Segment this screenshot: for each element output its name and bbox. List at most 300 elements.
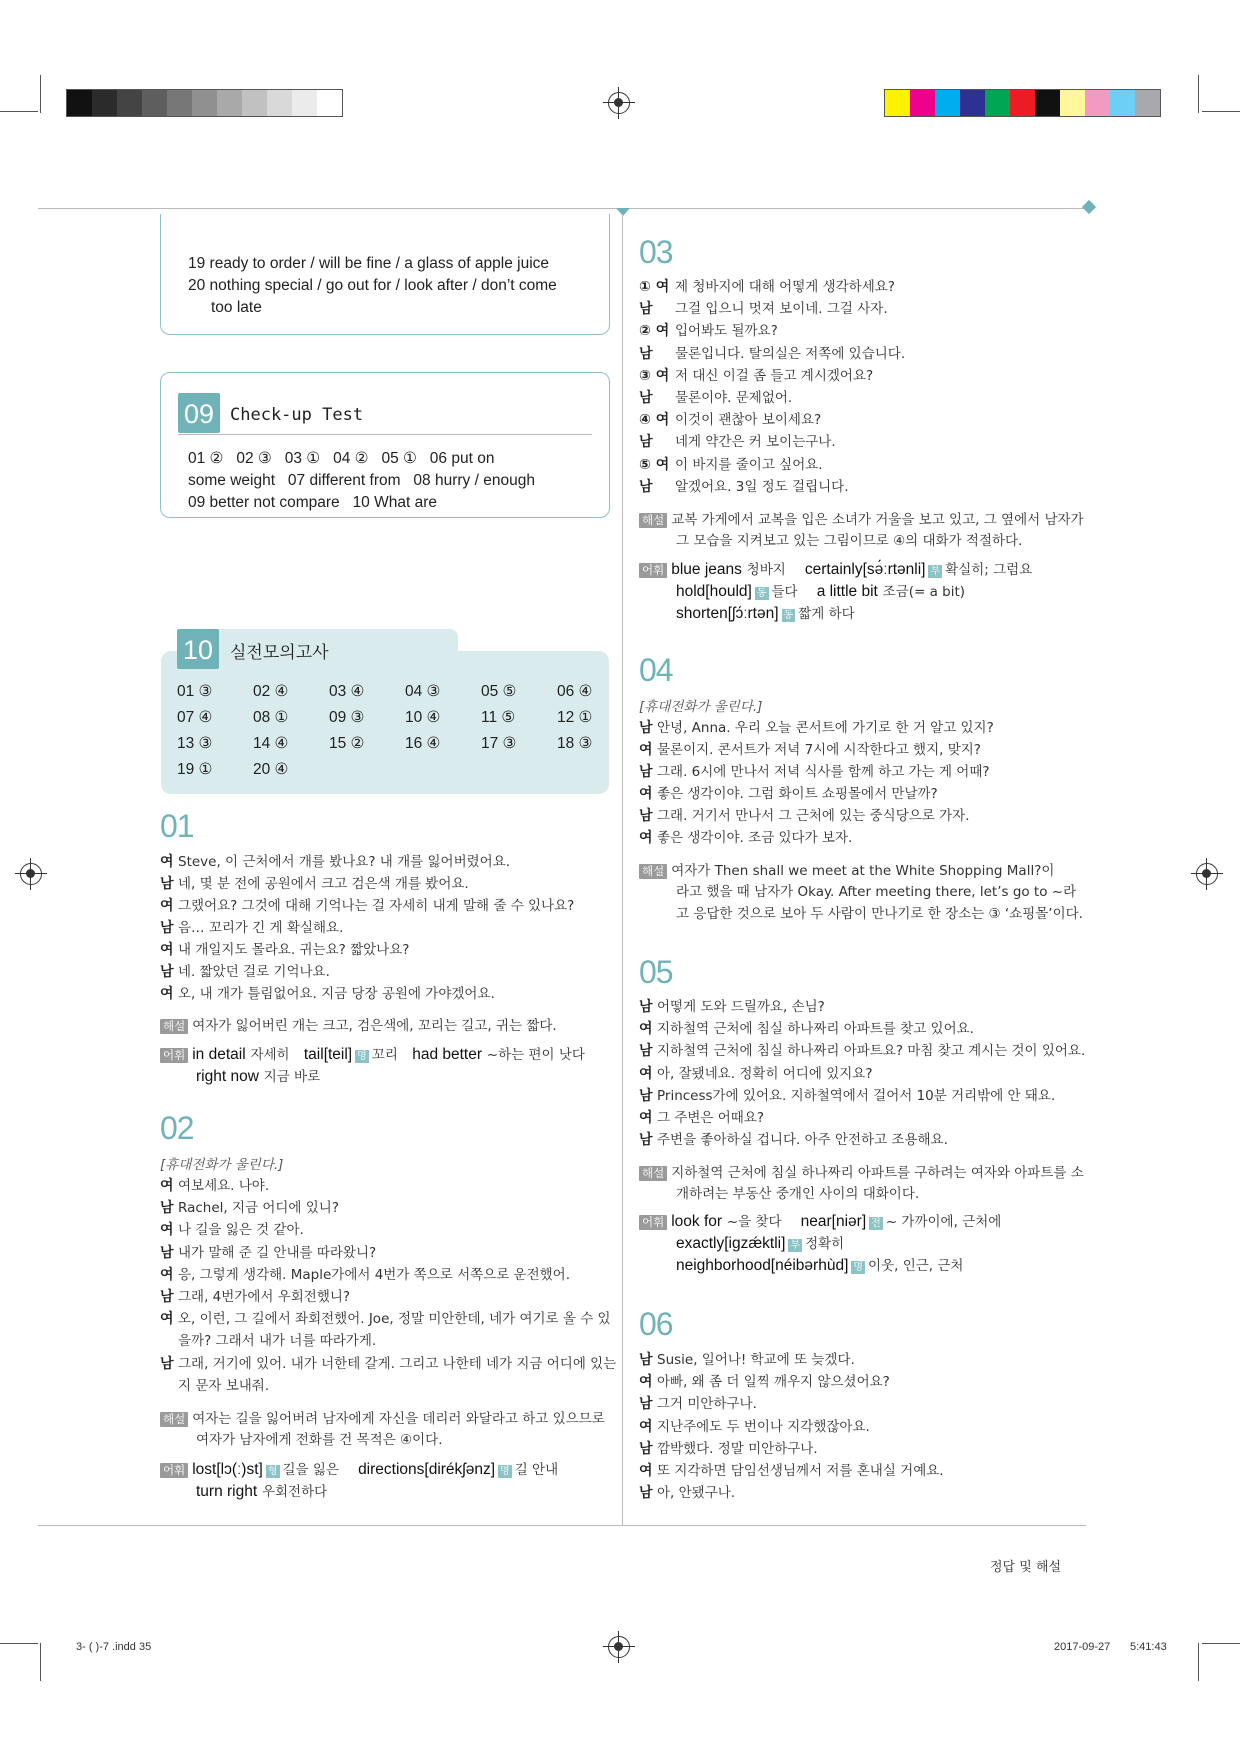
speaker-label: 여 bbox=[639, 1418, 653, 1435]
vocab-term: look for bbox=[671, 1213, 723, 1230]
speaker-label: 남 bbox=[160, 920, 174, 936]
answer-cell: 18 ③ bbox=[557, 735, 593, 752]
vocab-meaning: 청바지 bbox=[746, 562, 786, 578]
footer-rule bbox=[38, 1525, 1086, 1526]
section-02-number: 02 bbox=[160, 1110, 194, 1146]
vocab-term: blue jeans bbox=[671, 561, 742, 578]
speaker-label: 남 bbox=[639, 1352, 653, 1368]
speaker-label: 여 bbox=[639, 1374, 653, 1391]
slug-date: 2017-09-27 bbox=[1054, 1641, 1111, 1653]
vocab-term: a little bit bbox=[816, 583, 878, 600]
header-diamond bbox=[1082, 200, 1096, 214]
pos-badge: 부 bbox=[930, 566, 941, 577]
answer-cell: 16 ④ bbox=[405, 735, 441, 752]
speaker-label: 여 bbox=[160, 1266, 174, 1283]
vocab-term: right now bbox=[196, 1068, 259, 1085]
dialogue-line bbox=[639, 319, 778, 342]
answer-cell: 13 ③ bbox=[177, 735, 213, 752]
speaker-label: 여 bbox=[160, 854, 174, 870]
vocab-meaning: ~ 가까이에, 근처에 bbox=[885, 1214, 1002, 1230]
dialogue-text: 또 지각하면 담임선생님께서 저를 혼내실 거예요. bbox=[657, 1463, 944, 1479]
answer-cell: 09 ③ bbox=[329, 709, 365, 726]
speaker-label: 남 bbox=[639, 301, 653, 318]
dialogue-line bbox=[639, 716, 994, 739]
vocab-term: near[niər] bbox=[800, 1213, 867, 1230]
answer-cell: 17 ③ bbox=[481, 735, 517, 752]
grayscale-swatch-bar bbox=[66, 89, 343, 117]
dialogue-text: 주변을 좋아하실 겁니다. 아주 안전하고 조용해요. bbox=[657, 1132, 948, 1149]
color-swatch bbox=[67, 90, 92, 116]
dialogue-text: Rachel, 지금 어디에 있니? bbox=[178, 1200, 340, 1217]
dialogue-line bbox=[639, 804, 969, 827]
dialogue-text: 어떻게 도와 드릴까요, 손님? bbox=[657, 999, 825, 1015]
speaker-label: 여 bbox=[639, 1021, 653, 1038]
section-03-haeseol-2: 그 모습을 지켜보고 있는 그림이므로 ④의 대화가 적절하다. bbox=[676, 533, 1023, 549]
dialogue-line bbox=[160, 1196, 339, 1219]
checkup-test-box bbox=[160, 372, 610, 518]
vocab-term: had better bbox=[412, 1046, 483, 1063]
color-swatch bbox=[1110, 90, 1135, 116]
answer-cell: 05 ⑤ bbox=[481, 683, 517, 700]
crop-mark bbox=[1202, 111, 1240, 112]
slug-time: 5:41:43 bbox=[1130, 1641, 1167, 1653]
registration-mark-top bbox=[608, 92, 630, 114]
dialogue-text: 알겠어요. 3일 정도 걸립니다. bbox=[675, 478, 849, 495]
dialogue-text: 그래, 거기에 있어. 내가 너한테 갈게. 그리고 나한테 네가 지금 어디에 있는 bbox=[178, 1355, 617, 1372]
checkup-row-3: 09 better not compare 10 What are bbox=[188, 494, 437, 511]
vocab-term: tail[teil] bbox=[303, 1046, 353, 1063]
speaker-label: 여 bbox=[639, 1065, 653, 1082]
dialogue-text: 여보세요. 나야. bbox=[178, 1178, 270, 1194]
answer-box-continued bbox=[160, 214, 610, 335]
vocab-meaning: 우회전하다 bbox=[261, 1484, 328, 1500]
dialogue-text: 물론이야. 문제없어. bbox=[675, 390, 793, 406]
vocab-term: certainly[sə́ːrtənli] bbox=[804, 561, 926, 578]
crop-mark bbox=[40, 75, 41, 113]
crop-mark bbox=[1198, 1643, 1199, 1681]
color-swatch bbox=[242, 90, 267, 116]
section-06-number: 06 bbox=[639, 1306, 673, 1342]
dialogue-line bbox=[639, 475, 849, 498]
section-04-haeseol-2: 라고 했을 때 남자가 Okay. After meeting there, let’s go to ~라 bbox=[676, 884, 1077, 900]
haeseol-text: 여자가 잃어버린 개는 크고, 검은색에, 꼬리는 길고, 귀는 짧다. bbox=[192, 1018, 557, 1034]
answer-cell: 19 ① bbox=[177, 761, 213, 778]
dialogue-line bbox=[639, 1062, 873, 1085]
color-swatch bbox=[985, 90, 1010, 116]
color-swatch bbox=[885, 90, 910, 116]
speaker-label: 남 bbox=[160, 1355, 174, 1372]
haeseol-tag: 해설 bbox=[639, 513, 667, 528]
color-swatch bbox=[142, 90, 167, 116]
answer-cell: 03 ④ bbox=[329, 683, 365, 700]
section-01-vocab bbox=[160, 1043, 585, 1066]
dialogue-text: 네게 약간은 커 보이는구나. bbox=[675, 434, 836, 451]
dialogue-line bbox=[639, 1128, 948, 1151]
answer-line-19: 19 ready to order / will be fine / a glass of apple juice bbox=[188, 255, 550, 272]
dialogue-line bbox=[639, 275, 895, 298]
haeseol-tag: 해설 bbox=[160, 1412, 188, 1427]
eohwi-tag: 어휘 bbox=[160, 1463, 188, 1478]
vocab-meaning: 꼬리 bbox=[371, 1047, 398, 1063]
speaker-label: 남 bbox=[160, 964, 174, 980]
crop-mark bbox=[0, 1643, 38, 1644]
speaker-label: ④ 여 bbox=[639, 412, 670, 429]
speaker-label: 남 bbox=[639, 478, 653, 495]
color-swatch bbox=[292, 90, 317, 116]
vocab-meaning: 길 안내 bbox=[514, 1462, 559, 1478]
speaker-label: 여 bbox=[160, 1311, 174, 1328]
dialogue-line bbox=[160, 938, 409, 961]
pos-badge: 부 bbox=[790, 1240, 801, 1251]
speaker-label: 남 bbox=[639, 390, 653, 406]
crop-mark bbox=[1198, 75, 1199, 113]
section-03-number: 03 bbox=[639, 234, 673, 270]
vocab-term: directions[dirékʃənz] bbox=[358, 1461, 496, 1478]
page-footer-label: 정답 및 해설 bbox=[990, 1560, 1062, 1575]
pos-badge: 명 bbox=[500, 1466, 510, 1477]
answer-cell: 15 ② bbox=[329, 735, 365, 752]
dialogue-line bbox=[160, 1174, 269, 1197]
answer-cell: 07 ④ bbox=[177, 709, 213, 726]
section-04-haeseol bbox=[639, 859, 1054, 882]
section-03-vocab-3 bbox=[676, 602, 855, 625]
dialogue-line bbox=[639, 297, 888, 320]
test10-answer-grid bbox=[161, 651, 609, 794]
answer-line-20: 20 nothing special / go out for / look after / don’t come bbox=[188, 277, 557, 294]
answer-cell: 10 ④ bbox=[405, 709, 441, 726]
vocab-term: hold[hould] bbox=[676, 583, 752, 600]
section-02-scene: [휴대전화가 울린다.] bbox=[160, 1157, 284, 1173]
dialogue-text: Steve, 이 근처에서 개를 봤나요? 내 개를 잃어버렸어요. bbox=[178, 854, 511, 870]
vocab-meaning: 이웃, 인근, 근처 bbox=[868, 1258, 964, 1274]
pos-badge: 명 bbox=[853, 1262, 864, 1273]
speaker-label: 여 bbox=[160, 942, 174, 958]
section-03-vocab bbox=[639, 558, 1032, 581]
dialogue-text: 내가 말해 준 길 안내를 따라왔니? bbox=[178, 1244, 377, 1261]
color-swatch bbox=[167, 90, 192, 116]
dialogue-text: Susie, 일어나! 학교에 또 늦겠다. bbox=[657, 1352, 855, 1368]
crop-mark bbox=[40, 1643, 41, 1681]
speaker-label: 남 bbox=[160, 1289, 174, 1305]
vocab-term: neighborhood[néibərhùd] bbox=[676, 1257, 849, 1274]
dialogue-line bbox=[639, 386, 792, 409]
color-swatch bbox=[117, 90, 142, 116]
answer-cell: 14 ④ bbox=[253, 735, 289, 752]
speaker-label: 남 bbox=[639, 999, 653, 1015]
section-01-haeseol bbox=[160, 1014, 557, 1037]
vocab-term: lost[lɔ(ː)st] bbox=[192, 1461, 263, 1478]
dialogue-text: 지하철역 근처에 침실 하나짜리 아파트요? 마침 찾고 계시는 것이 있어요. bbox=[657, 1043, 1086, 1060]
dialogue-line bbox=[160, 1374, 269, 1397]
dialogue-text: 음… 꼬리가 긴 게 확실해요. bbox=[178, 920, 344, 936]
dialogue-line bbox=[160, 894, 574, 917]
dialogue-line bbox=[160, 872, 469, 895]
dialogue-text: 오, 이런, 그 길에서 좌회전했어. Joe, 정말 미안한데, 네가 여기로 올 수 있 bbox=[178, 1311, 611, 1328]
answer-cell: 06 ④ bbox=[557, 683, 593, 700]
speaker-label: 남 bbox=[639, 1132, 653, 1149]
answer-cell: 11 ⑤ bbox=[481, 709, 516, 726]
dialogue-line bbox=[639, 1370, 890, 1393]
dialogue-text: Princess가에 있어요. 지하철역에서 걸어서 10분 거리밖에 안 돼요. bbox=[657, 1087, 1056, 1104]
speaker-label: 남 bbox=[639, 1485, 653, 1502]
speaker-label: 남 bbox=[639, 1440, 653, 1457]
dialogue-line bbox=[639, 1084, 1055, 1107]
registration-mark-right bbox=[1196, 863, 1218, 885]
dialogue-text: 나 길을 잃은 것 같아. bbox=[178, 1222, 304, 1239]
speaker-label: 여 bbox=[639, 786, 653, 802]
section-05-haeseol bbox=[639, 1161, 1084, 1184]
dialogue-text: 그래, 4번가에서 우회전했니? bbox=[178, 1289, 351, 1305]
dialogue-text: 지하철역 근처에 침실 하나짜리 아파트를 찾고 있어요. bbox=[657, 1021, 974, 1038]
vocab-term: turn right bbox=[196, 1483, 258, 1500]
color-swatch bbox=[1010, 90, 1035, 116]
pos-badge: 동 bbox=[756, 588, 767, 599]
answer-cell: 01 ③ bbox=[177, 683, 213, 700]
haeseol-text: 여자는 길을 잃어버려 남자에게 자신을 데리러 와달라고 하고 있으므로 bbox=[192, 1411, 605, 1427]
dialogue-line bbox=[639, 1392, 757, 1415]
color-swatch bbox=[1035, 90, 1060, 116]
checkup-divider bbox=[178, 434, 592, 435]
crop-mark bbox=[0, 111, 38, 112]
color-swatch bbox=[267, 90, 292, 116]
vocab-meaning: 조금(= a bit) bbox=[882, 584, 966, 600]
dialogue-text: 그래. 거기서 만나서 그 근처에 있는 중식당으로 가자. bbox=[657, 808, 970, 824]
section-05-vocab-3 bbox=[676, 1254, 963, 1277]
dialogue-line bbox=[639, 1415, 870, 1438]
speaker-label: ③ 여 bbox=[639, 367, 670, 384]
haeseol-text: 지하철역 근처에 침실 하나짜리 아파트를 구하려는 여자와 아파트를 소 bbox=[671, 1165, 1084, 1181]
vocab-term: shorten[ʃɔ́ːrtən] bbox=[676, 605, 779, 622]
speaker-label: 남 bbox=[160, 1244, 174, 1261]
dialogue-text: 그거 미안하구나. bbox=[657, 1396, 757, 1413]
speaker-label: 남 bbox=[639, 764, 653, 780]
answer-cell: 02 ④ bbox=[253, 683, 289, 700]
dialogue-line bbox=[160, 1285, 350, 1308]
dialogue-text: 입어봐도 될까요? bbox=[675, 323, 778, 340]
color-swatch bbox=[935, 90, 960, 116]
vocab-meaning: 길을 잃은 bbox=[282, 1462, 339, 1478]
answer-cell: 04 ③ bbox=[405, 683, 441, 700]
color-swatch bbox=[92, 90, 117, 116]
dialogue-text: 그랬어요? 그것에 대해 기억나는 걸 자세히 내게 말해 줄 수 있나요? bbox=[178, 898, 575, 914]
vocab-meaning: ~하는 편이 낫다 bbox=[486, 1047, 585, 1063]
section-01-vocab-2 bbox=[196, 1065, 320, 1088]
speaker-label: 여 bbox=[160, 986, 174, 1002]
haeseol-tag: 해설 bbox=[160, 1019, 188, 1034]
dialogue-text: 오, 내 개가 틀림없어요. 지금 당장 공원에 가야겠어요. bbox=[178, 986, 495, 1002]
dialogue-line bbox=[639, 453, 823, 476]
dialogue-line bbox=[639, 1348, 855, 1371]
dialogue-text: 내 개일지도 몰라요. 귀는요? 짧았나요? bbox=[178, 942, 410, 958]
haeseol-tag: 해설 bbox=[639, 1166, 667, 1181]
slug-filename: 3- ( )-7 .indd 35 bbox=[76, 1641, 152, 1653]
speaker-label: 여 bbox=[639, 1463, 653, 1479]
dialogue-text: 좋은 생각이야. 그럼 화이트 쇼핑몰에서 만날까? bbox=[657, 786, 938, 802]
pos-badge: 형 bbox=[267, 1466, 278, 1477]
speaker-label: 여 bbox=[160, 898, 174, 914]
dialogue-line bbox=[639, 408, 821, 431]
dialogue-line bbox=[639, 1459, 944, 1482]
speaker-label: 남 bbox=[639, 1087, 653, 1104]
dialogue-line bbox=[160, 982, 495, 1005]
dialogue-line bbox=[639, 995, 825, 1018]
dialogue-text: 그 주변은 어때요? bbox=[657, 1110, 765, 1126]
dialogue-line bbox=[160, 850, 510, 873]
section-05-vocab-2 bbox=[676, 1232, 844, 1255]
dialogue-line bbox=[160, 1307, 611, 1330]
dialogue-line bbox=[639, 1437, 818, 1460]
vocab-meaning: 들다 bbox=[771, 584, 798, 600]
dialogue-line bbox=[639, 1481, 735, 1504]
speaker-label: 여 bbox=[639, 742, 653, 758]
section-04-scene: [휴대전화가 울린다.] bbox=[639, 699, 763, 715]
section-04-number: 04 bbox=[639, 652, 673, 688]
dialogue-text: 네. 짧았던 걸로 기억나요. bbox=[178, 964, 330, 980]
dialogue-line bbox=[160, 916, 343, 939]
pos-badge: 명 bbox=[357, 1051, 367, 1062]
section-01-number: 01 bbox=[160, 808, 194, 844]
header-rule bbox=[38, 208, 1093, 209]
dialogue-text: 물론입니다. 탈의실은 저쪽에 있습니다. bbox=[675, 345, 906, 362]
dialogue-text: 그걸 입으니 멋져 보이네. 그걸 사자. bbox=[675, 301, 888, 318]
dialogue-text: 아빠, 왜 좀 더 일찍 깨우지 않으셨어요? bbox=[657, 1374, 890, 1391]
dialogue-text: 응, 그렇게 생각해. Maple가에서 4번가 쪽으로 서쪽으로 운전했어. bbox=[178, 1266, 570, 1283]
color-swatch-bar bbox=[884, 89, 1161, 117]
section-03-vocab-2 bbox=[676, 580, 965, 603]
dialogue-line bbox=[639, 738, 981, 761]
test10-title: 실전모의고사 bbox=[230, 643, 329, 663]
answer-cell: 20 ④ bbox=[253, 761, 289, 778]
speaker-label: 남 bbox=[639, 345, 653, 362]
dialogue-line bbox=[639, 342, 905, 365]
vocab-meaning: 짧게 하다 bbox=[798, 606, 855, 622]
vocab-meaning: 자세히 bbox=[250, 1047, 290, 1063]
vocab-meaning: 확실히; 그럼요 bbox=[945, 562, 1033, 578]
dialogue-text: 안녕, Anna. 우리 오늘 콘서트에 가기로 한 거 알고 있지? bbox=[657, 720, 994, 736]
registration-mark-left bbox=[20, 863, 42, 885]
color-swatch bbox=[1135, 90, 1160, 116]
speaker-label: 남 bbox=[160, 1200, 174, 1217]
dialogue-text: 제 청바지에 대해 어떻게 생각하세요? bbox=[675, 279, 895, 295]
color-swatch bbox=[192, 90, 217, 116]
speaker-label: ⑤ 여 bbox=[639, 456, 670, 473]
section-05-number: 05 bbox=[639, 954, 673, 990]
dialogue-line bbox=[639, 1106, 764, 1129]
dialogue-line bbox=[639, 1017, 974, 1040]
speaker-label: 남 bbox=[639, 808, 653, 824]
dialogue-line bbox=[160, 1218, 304, 1241]
dialogue-text: 깜박했다. 정말 미안하구나. bbox=[657, 1440, 818, 1457]
vocab-meaning: 지금 바로 bbox=[263, 1069, 321, 1085]
answer-line-20-cont: too late bbox=[211, 299, 262, 316]
eohwi-tag: 어휘 bbox=[639, 1215, 667, 1230]
dialogue-line bbox=[639, 1039, 1085, 1062]
vocab-term: in detail bbox=[192, 1046, 246, 1063]
section-02-haeseol bbox=[160, 1407, 605, 1430]
checkup-number: 09 bbox=[178, 393, 220, 433]
dialogue-line bbox=[639, 364, 873, 387]
speaker-label: 여 bbox=[639, 830, 653, 846]
dialogue-line bbox=[160, 1352, 616, 1375]
section-05-vocab bbox=[639, 1210, 1001, 1233]
answer-cell: 08 ① bbox=[253, 709, 289, 726]
pos-badge: 동 bbox=[783, 610, 794, 621]
dialogue-text: 좋은 생각이야. 조금 있다가 보자. bbox=[657, 830, 853, 846]
dialogue-line bbox=[639, 782, 938, 805]
checkup-title: Check-up Test bbox=[230, 405, 364, 425]
section-05-haeseol-2: 개하려는 부동산 중개인 사이의 대화이다. bbox=[676, 1186, 920, 1202]
eohwi-tag: 어휘 bbox=[160, 1048, 188, 1063]
column-marker bbox=[616, 208, 630, 216]
haeseol-text: 교복 가게에서 교복을 입은 소녀가 거울을 보고 있고, 그 옆에서 남자가 bbox=[671, 512, 1084, 528]
vocab-meaning: 정확히 bbox=[805, 1236, 845, 1252]
checkup-row-1: 01 ② 02 ③ 03 ① 04 ② 05 ① 06 put on bbox=[188, 450, 495, 467]
speaker-label: 여 bbox=[160, 1222, 174, 1239]
eohwi-tag: 어휘 bbox=[639, 563, 667, 578]
test10-number: 10 bbox=[177, 629, 219, 669]
dialogue-line bbox=[160, 1263, 570, 1286]
speaker-label: ① 여 bbox=[639, 279, 670, 295]
dialogue-text: 이것이 괜찮아 보이세요? bbox=[675, 412, 822, 429]
speaker-label: 여 bbox=[639, 1110, 653, 1126]
section-03-haeseol bbox=[639, 508, 1084, 531]
section-02-haeseol-2: 여자가 남자에게 전화를 건 목적은 ④이다. bbox=[196, 1432, 443, 1448]
dialogue-line bbox=[639, 760, 990, 783]
dialogue-text: 아, 안됐구나. bbox=[657, 1485, 736, 1502]
color-swatch bbox=[217, 90, 242, 116]
dialogue-line bbox=[160, 1241, 376, 1264]
dialogue-text: 을까? 그래서 내가 너를 따라가게. bbox=[178, 1333, 377, 1350]
dialogue-text: 이 바지를 줄이고 싶어요. bbox=[675, 456, 823, 473]
haeseol-text: 여자가 Then shall we meet at the White Shopping Mall?이 bbox=[671, 863, 1055, 879]
pos-badge: 전 bbox=[871, 1218, 881, 1229]
dialogue-text: 물론이지. 콘서트가 저녁 7시에 시작한다고 했지, 맞지? bbox=[657, 742, 981, 758]
vocab-meaning: ~을 찾다 bbox=[726, 1214, 782, 1230]
answer-cell: 12 ① bbox=[557, 709, 593, 726]
dialogue-text: 지난주에도 두 번이나 지각했잖아요. bbox=[657, 1418, 870, 1435]
color-swatch bbox=[1060, 90, 1085, 116]
section-04-haeseol-3: 고 응답한 것으로 보아 두 사람이 만나기로 한 장소는 ③ ‘쇼핑몰’이다. bbox=[676, 906, 1083, 922]
dialogue-line bbox=[160, 960, 330, 983]
color-swatch bbox=[960, 90, 985, 116]
speaker-label: 남 bbox=[639, 1396, 653, 1413]
vocab-term: exactly[igzǽktli] bbox=[676, 1235, 786, 1252]
dialogue-text: 지 문자 보내줘. bbox=[178, 1377, 270, 1394]
speaker-label: 남 bbox=[639, 434, 653, 451]
speaker-label: 남 bbox=[160, 876, 174, 892]
dialogue-line bbox=[160, 1329, 376, 1352]
dialogue-text: 저 대신 이걸 좀 들고 계시겠어요? bbox=[675, 367, 874, 384]
color-swatch bbox=[1085, 90, 1110, 116]
section-02-vocab bbox=[160, 1458, 558, 1481]
dialogue-text: 그래. 6시에 만나서 저녁 식사를 함께 하고 가는 게 어때? bbox=[657, 764, 990, 780]
speaker-label: 남 bbox=[639, 720, 653, 736]
crop-mark bbox=[1202, 1643, 1240, 1644]
checkup-row-2: some weight 07 different from 08 hurry / enough bbox=[188, 472, 535, 489]
column-divider bbox=[622, 214, 623, 1526]
dialogue-text: 아, 잘됐네요. 정확히 어디에 있지요? bbox=[657, 1065, 873, 1082]
color-swatch bbox=[910, 90, 935, 116]
section-02-vocab-2 bbox=[196, 1480, 327, 1503]
speaker-label: 남 bbox=[639, 1043, 653, 1060]
color-swatch bbox=[317, 90, 342, 116]
speaker-label: 여 bbox=[160, 1178, 174, 1194]
haeseol-tag: 해설 bbox=[639, 864, 667, 879]
dialogue-text: 네, 몇 분 전에 공원에서 크고 검은색 개를 봤어요. bbox=[178, 876, 469, 892]
dialogue-line bbox=[639, 430, 836, 453]
dialogue-line bbox=[639, 826, 852, 849]
speaker-label: ② 여 bbox=[639, 323, 670, 340]
